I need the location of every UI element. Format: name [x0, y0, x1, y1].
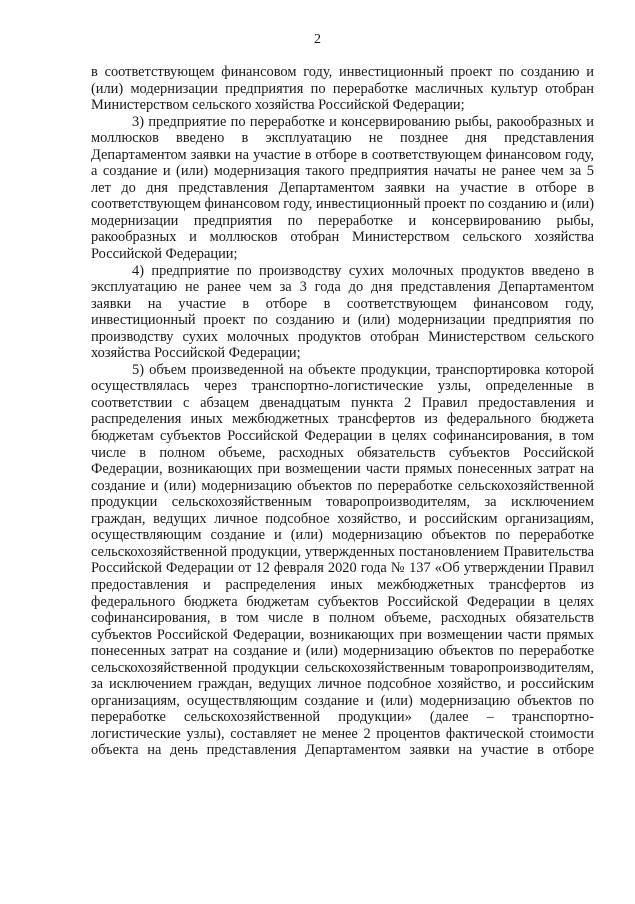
paragraph-continuation: в соответствующем финансовом году, инвестиционный проект по созданию и (или) модернизации предприятия по переработке масличных культур отобран Министерством сельского хозяйства Российской Федерации;	[91, 64, 594, 114]
document-body	[91, 64, 594, 759]
paragraph-item-5: 5) объем произведенной на объекте продукции, транспортировка которой осуществлялась через транспортно-логистические узлы, определенные в соответствии с абзацем двенадцатым пункта 2 Правил предоставления и распределения иных межбюджетных трансфертов из федерального бюджета бюджетам субъектов Российской Федерации в целях софинансирования, в том числе в полном объеме, расходных обязательств субъектов Российской Федерации, возникающих при возмещении части прямых понесенных затрат на создание и (или) модернизацию объектов по переработке сельскохозяйственной продукции сельскохозяйственным товаропроизводителям, за исключением граждан, ведущих личное подсобное хозяйство, и российским организациям, осуществляющим создание и (или) модернизацию объектов по переработке сельскохозяйственной продукции, утвержденных постановлением Правительства Российской Федерации от 12 февраля 2020 года № 137 «Об утверждении Правил предоставления и распределения иных межбюджетных трансфертов из федерального бюджета бюджетам субъектов Российской Федерации в целях софинансирования, в том числе в полном объеме, расходных обязательств субъектов Российской Федерации, возникающих при возмещении части прямых понесенных затрат на создание и (или) модернизацию объектов по переработке сельскохозяйственной продукции сельскохозяйственным товаропроизводителям, за исключением граждан, ведущих личное подсобное хозяйство, и российским организациям, осуществляющим создание и (или) модернизацию объектов по переработке сельскохозяйственной продукции» (далее – транспортно-логистические узлы), составляет не менее 2 процентов фактической стоимости объекта на день представления Департаментом заявки на участие в отборе	[91, 361, 594, 759]
page-number: 2	[314, 32, 321, 47]
paragraph-item-3: 3) предприятие по переработке и консервированию рыбы, ракообразных и моллюсков введено в эксплуатацию не позднее дня представления Департаментом заявки на участие в отборе в соответствующем финансовом году, а создание и (или) модернизация такого предприятия начаты не ранее чем за 5 лет до дня представления Департаментом заявки на участие в отборе в соответствующем финансовом году, инвестиционный проект по созданию и (или) модернизации предприятия по переработке и консервированию рыбы, ракообразных и моллюсков отобран Министерством сельского хозяйства Российской Федерации;	[91, 113, 594, 263]
paragraph-item-4: 4) предприятие по производству сухих молочных продуктов введено в эксплуатацию не ранее чем за 3 года до дня представления Департаментом заявки на участие в отборе в соответствующем финансовом году, инвестиционный проект по созданию и (или) модернизации предприятия по производству сухих молочных продуктов отобран Министерством сельского хозяйства Российской Федерации;	[91, 262, 594, 362]
